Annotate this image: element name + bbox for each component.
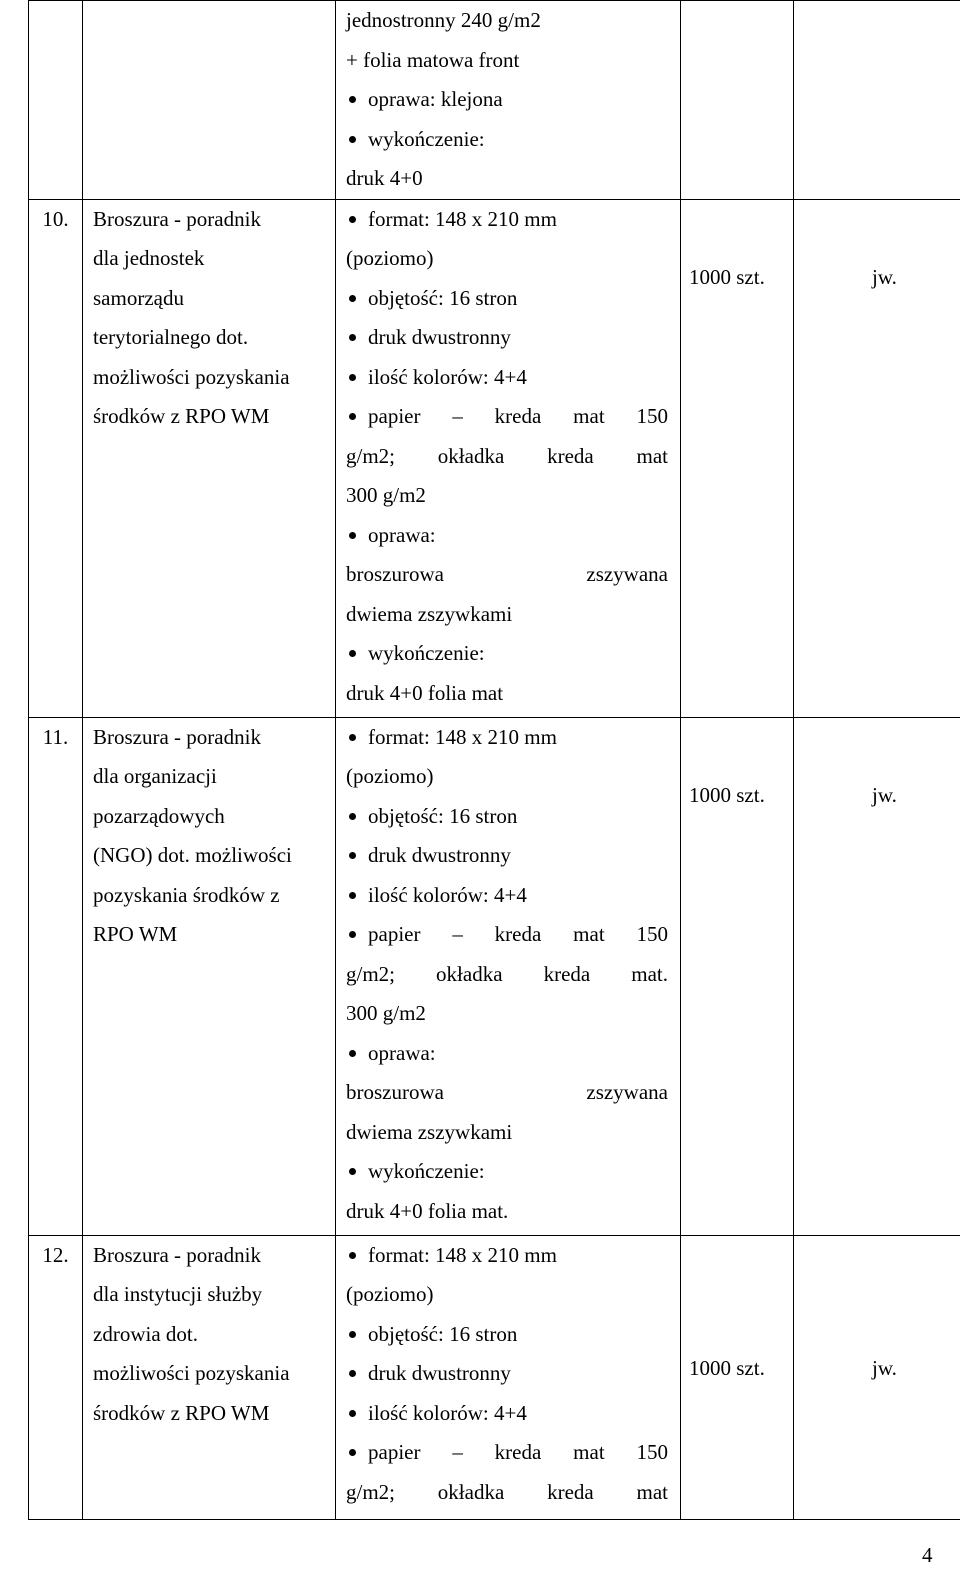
spec-item: ilość kolorów: 4+4 bbox=[346, 876, 668, 916]
spec-item: objętość: 16 stron bbox=[346, 797, 668, 837]
spec-cell bbox=[336, 199, 681, 717]
unit-cell bbox=[794, 199, 960, 717]
quantity: 1000 szt. bbox=[689, 1355, 765, 1380]
unit: jw. bbox=[872, 1355, 897, 1380]
row-number: 12. bbox=[29, 1235, 83, 1519]
number-cell bbox=[29, 1, 83, 200]
spec-list: format: 148 x 210 mm (poziomo) objętość: 16 stron druk dwustronny ilość kolorów: 4+4 papier – kreda mat 150 g/m2; okładka kreda mat 300 g/m2 oprawa: broszurowa zszywana dwiema zszywkami wykończenie: druk 4+0 folia mat bbox=[346, 200, 668, 714]
spec-cell bbox=[336, 1235, 681, 1519]
row-number: 11. bbox=[29, 717, 83, 1235]
spec-list: format: 148 x 210 mm (poziomo) objętość: 16 stron druk dwustronny ilość kolorów: 4+4 papier – kreda mat 150 g/m2; okładka kreda mat. 300 g/m2 oprawa: broszurowa zszywana dwiema zszywkami wykończenie: druk 4+0 folia mat. bbox=[346, 718, 668, 1232]
table-row bbox=[29, 717, 960, 1235]
spec-cell bbox=[336, 717, 681, 1235]
name-cell bbox=[83, 1, 336, 200]
spec-item: wykończenie: bbox=[346, 634, 668, 674]
specification-table bbox=[28, 0, 960, 1520]
item-name: Broszura - poradnik dla jednostek samorządu terytorialnego dot. możliwości pozyskania środków z RPO WM bbox=[83, 199, 336, 717]
unit-cell bbox=[794, 1, 960, 200]
spec-line: + folia matowa front bbox=[346, 47, 520, 72]
table-row-continued bbox=[29, 1, 960, 200]
spec-item: format: 148 x 210 mm bbox=[346, 1236, 668, 1276]
unit: jw. bbox=[872, 782, 897, 807]
item-name: Broszura - poradnik dla instytucji służby zdrowia dot. możliwości pozyskania środków z RPO WM bbox=[83, 1235, 336, 1519]
unit-cell bbox=[794, 717, 960, 1235]
unit-cell bbox=[794, 1235, 960, 1519]
spec-item: ilość kolorów: 4+4 bbox=[346, 358, 668, 398]
page-number: 4 bbox=[922, 1543, 933, 1567]
quantity-cell bbox=[681, 717, 794, 1235]
quantity: 1000 szt. bbox=[689, 782, 765, 807]
table-row bbox=[29, 199, 960, 717]
spec-item: papier – kreda mat 150 bbox=[346, 397, 668, 437]
quantity-cell bbox=[681, 1235, 794, 1519]
spec-item: wykończenie: bbox=[346, 120, 668, 160]
spec-line: jednostronny 240 g/m2 bbox=[346, 8, 541, 32]
quantity: 1000 szt. bbox=[689, 264, 765, 289]
table-row bbox=[29, 1235, 960, 1519]
spec-item: druk dwustronny bbox=[346, 318, 668, 358]
spec-item: papier – kreda mat 150 bbox=[346, 1433, 668, 1473]
spec-item: druk dwustronny bbox=[346, 1354, 668, 1394]
spec-item-continuation: druk 4+0 bbox=[346, 166, 423, 190]
spec-item: objętość: 16 stron bbox=[346, 1315, 668, 1355]
quantity-cell bbox=[681, 1, 794, 200]
spec-item: oprawa: bbox=[346, 1034, 668, 1074]
spec-item: wykończenie: bbox=[346, 1152, 668, 1192]
spec-cell bbox=[336, 1, 681, 200]
quantity-cell bbox=[681, 199, 794, 717]
spec-item: oprawa: klejona bbox=[346, 80, 668, 120]
spec-item: objętość: 16 stron bbox=[346, 279, 668, 319]
item-name: Broszura - poradnik dla organizacji pozarządowych (NGO) dot. możliwości pozyskania środków z RPO WM bbox=[83, 717, 336, 1235]
row-number: 10. bbox=[29, 199, 83, 717]
spec-item: ilość kolorów: 4+4 bbox=[346, 1394, 668, 1434]
spec-item: format: 148 x 210 mm bbox=[346, 718, 668, 758]
spec-list: format: 148 x 210 mm (poziomo) objętość: 16 stron druk dwustronny ilość kolorów: 4+4 papier – kreda mat 150 g/m2; okładka kreda mat bbox=[346, 1236, 668, 1513]
spec-item: oprawa: bbox=[346, 516, 668, 556]
spec-item: druk dwustronny bbox=[346, 836, 668, 876]
unit: jw. bbox=[872, 264, 897, 289]
spec-list bbox=[346, 80, 668, 199]
spec-item: papier – kreda mat 150 bbox=[346, 915, 668, 955]
spec-item: format: 148 x 210 mm bbox=[346, 200, 668, 240]
